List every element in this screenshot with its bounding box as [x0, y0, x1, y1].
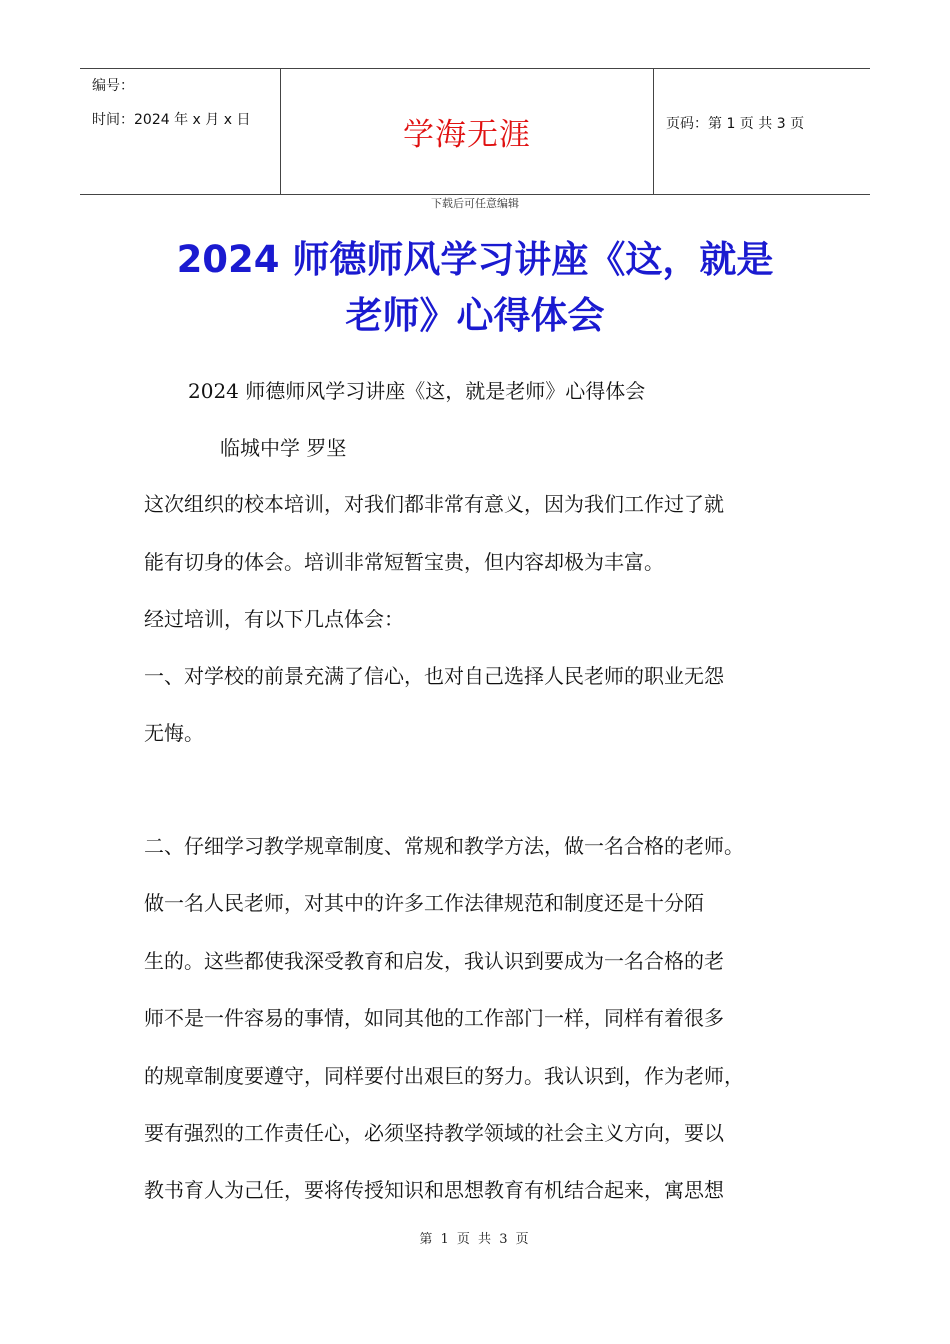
title-line-2: 老师》心得体会	[345, 294, 605, 337]
body-line: 能有切身的体会。培训非常短暂宝贵，但内容却极为丰富。	[144, 550, 664, 574]
download-note: 下载后可任意编辑	[431, 197, 519, 210]
header-table	[80, 68, 870, 195]
body-line: 教书育人为己任，要将传授知识和思想教育有机结合起来，寓思想	[144, 1178, 724, 1202]
author-line: 临城中学 罗坚	[220, 436, 347, 460]
header-info-cell	[80, 69, 281, 194]
body-line: 经过培训，有以下几点体会：	[144, 607, 404, 631]
body-subtitle: 2024 师德师风学习讲座《这，就是老师》心得体会	[188, 379, 646, 403]
header-page-cell	[654, 69, 870, 194]
body-line: 一、对学校的前景充满了信心，也对自己选择人民老师的职业无怨	[144, 664, 724, 688]
body-line: 的规章制度要遵守，同样要付出艰巨的努力。我认识到，作为老师，	[144, 1064, 744, 1088]
time-label: 时间：2024 年 x 月 x 日	[92, 112, 251, 128]
header-brand-cell	[281, 69, 654, 194]
title-line-1: 2024 师德师风学习讲座《这，就是	[176, 238, 774, 281]
document-title	[120, 232, 830, 344]
brand-title: 学海无涯	[403, 117, 531, 153]
body-line: 二、仔细学习教学规章制度、常规和教学方法，做一名合格的老师。	[144, 834, 744, 858]
body-line: 师不是一件容易的事情，如同其他的工作部门一样，同样有着很多	[144, 1006, 724, 1030]
body-line: 生的。这些都使我深受教育和启发，我认识到要成为一名合格的老	[144, 949, 724, 973]
page-number-label: 页码：第 1 页 共 3 页	[666, 116, 805, 132]
body-line: 这次组织的校本培训，对我们都非常有意义，因为我们工作过了就	[144, 492, 724, 516]
body-line: 要有强烈的工作责任心，必须坚持教学领域的社会主义方向，要以	[144, 1121, 724, 1145]
page-footer: 第 1 页 共 3 页	[419, 1232, 531, 1247]
body-line: 无悔。	[144, 721, 204, 745]
body-line: 做一名人民老师，对其中的许多工作法律规范和制度还是十分陌	[144, 891, 704, 915]
number-label: 编号：	[92, 78, 134, 94]
